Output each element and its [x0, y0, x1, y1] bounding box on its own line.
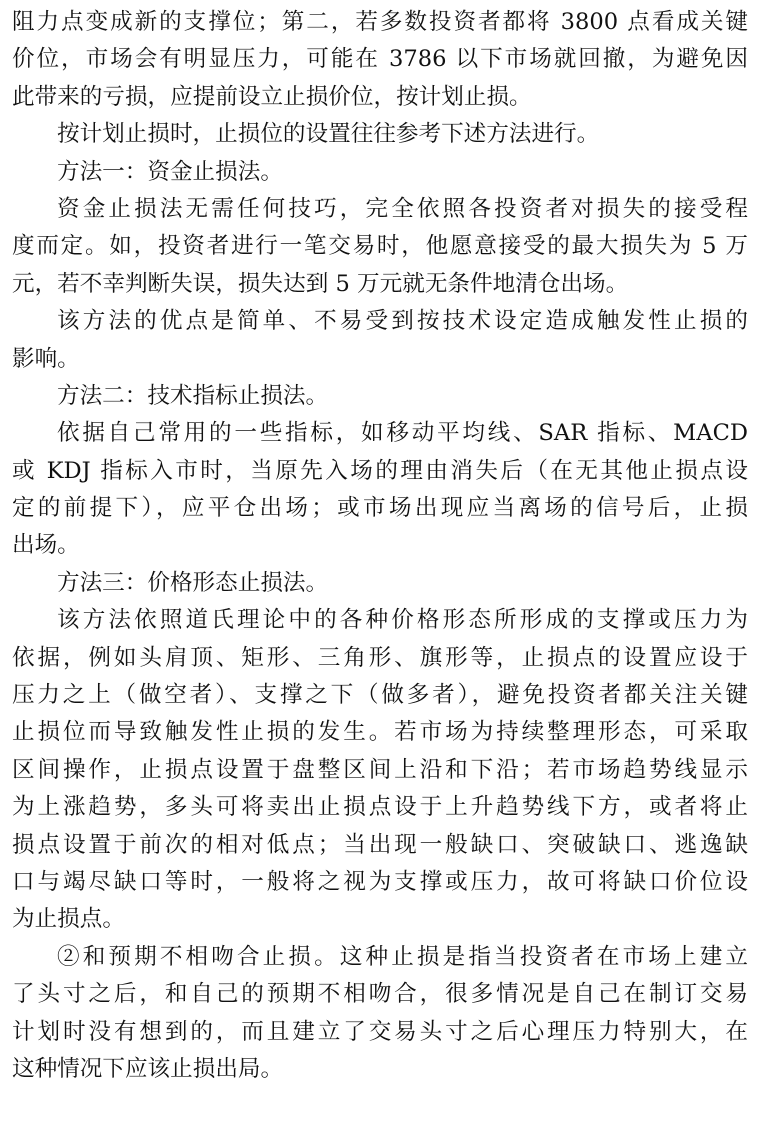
paragraph-method-three [12, 602, 748, 939]
text-line: 为上涨趋势，多头可将卖出止损点设于上升趋势线下方，或者将止 [12, 794, 748, 821]
text-line: 区间操作，止损点设置于盘整区间上沿和下沿；若市场趋势线显示 [12, 756, 748, 783]
paragraph-method-two [12, 415, 748, 565]
text-line: 计划时没有想到的，而且建立了交易头寸之后心理压力特别大，在 [12, 1018, 748, 1045]
document-page [12, 4, 748, 1088]
text-line: ②和预期不相吻合止损。这种止损是指当投资者在市场上建立 [57, 943, 748, 970]
text-line: 依据自己常用的一些指标，如移动平均线、SAR 指标、MACD [57, 420, 748, 447]
text-line: 这种情况下应该止损出局。 [12, 1055, 284, 1082]
method-one-heading [12, 154, 748, 191]
text-line: 阻力点变成新的支撑位；第二，若多数投资者都将 3800 点看成关键 [12, 9, 748, 35]
text-line: 此带来的亏损，应提前设立止损价位，按计划止损。 [12, 83, 532, 110]
text-line: 该方法的优点是简单、不易受到按技术设定造成触发性止损的 [57, 308, 748, 335]
method-two-heading [12, 378, 748, 415]
text-line: 按计划止损时，止损位的设置往往参考下述方法进行。 [57, 121, 600, 148]
text-line: 资金止损法无需任何技巧，完全依照各投资者对损失的接受程 [57, 195, 748, 222]
text-line: 压力之上（做空者）、支撑之下（做多者），避免投资者都关注关键 [12, 682, 748, 709]
text-line: 了头寸之后，和自己的预期不相吻合，很多情况是自己在制订交易 [12, 981, 748, 1008]
text-line: 或 KDJ 指标入市时，当原先入场的理由消失后（在无其他止损点设 [12, 457, 748, 484]
text-line: 方法二：技术指标止损法。 [57, 382, 329, 409]
text-line: 口与竭尽缺口等时，一般将之视为支撑或压力，故可将缺口价位设 [12, 868, 748, 895]
paragraph-expectation-stop-loss [12, 939, 748, 1089]
text-line: 影响。 [12, 345, 80, 372]
text-line: 依据，例如头肩顶、矩形、三角形、旗形等，止损点的设置应设于 [12, 644, 748, 671]
method-three-heading [12, 565, 748, 602]
text-line: 定的前提下），应平仓出场；或市场出现应当离场的信号后，止损 [12, 495, 748, 522]
paragraph-method-one [12, 191, 748, 303]
text-line: 价位，市场会有明显压力，可能在 3786 以下市场就回撤，为避免因 [12, 46, 748, 73]
text-line: 止损位而导致触发性止损的发生。若市场为持续整理形态，可采取 [12, 719, 748, 746]
text-line: 出场。 [12, 532, 80, 559]
paragraph-intro [12, 116, 748, 153]
paragraph-continuation [12, 4, 748, 116]
text-line: 为止损点。 [12, 906, 125, 933]
text-line: 度而定。如，投资者进行一笔交易时，他愿意接受的最大损失为 5 万 [12, 233, 748, 260]
text-line: 该方法依照道氏理论中的各种价格形态所形成的支撑或压力为 [57, 607, 748, 634]
text-line: 方法三：价格形态止损法。 [57, 569, 329, 596]
paragraph-method-one-advantage [12, 303, 748, 378]
text-line: 元，若不幸判断失误，损失达到 5 万元就无条件地清仓出场。 [12, 270, 629, 297]
text-line: 方法一：资金止损法。 [57, 158, 283, 185]
text-line: 损点设置于前次的相对低点；当出现一般缺口、突破缺口、逃逸缺 [12, 831, 748, 858]
